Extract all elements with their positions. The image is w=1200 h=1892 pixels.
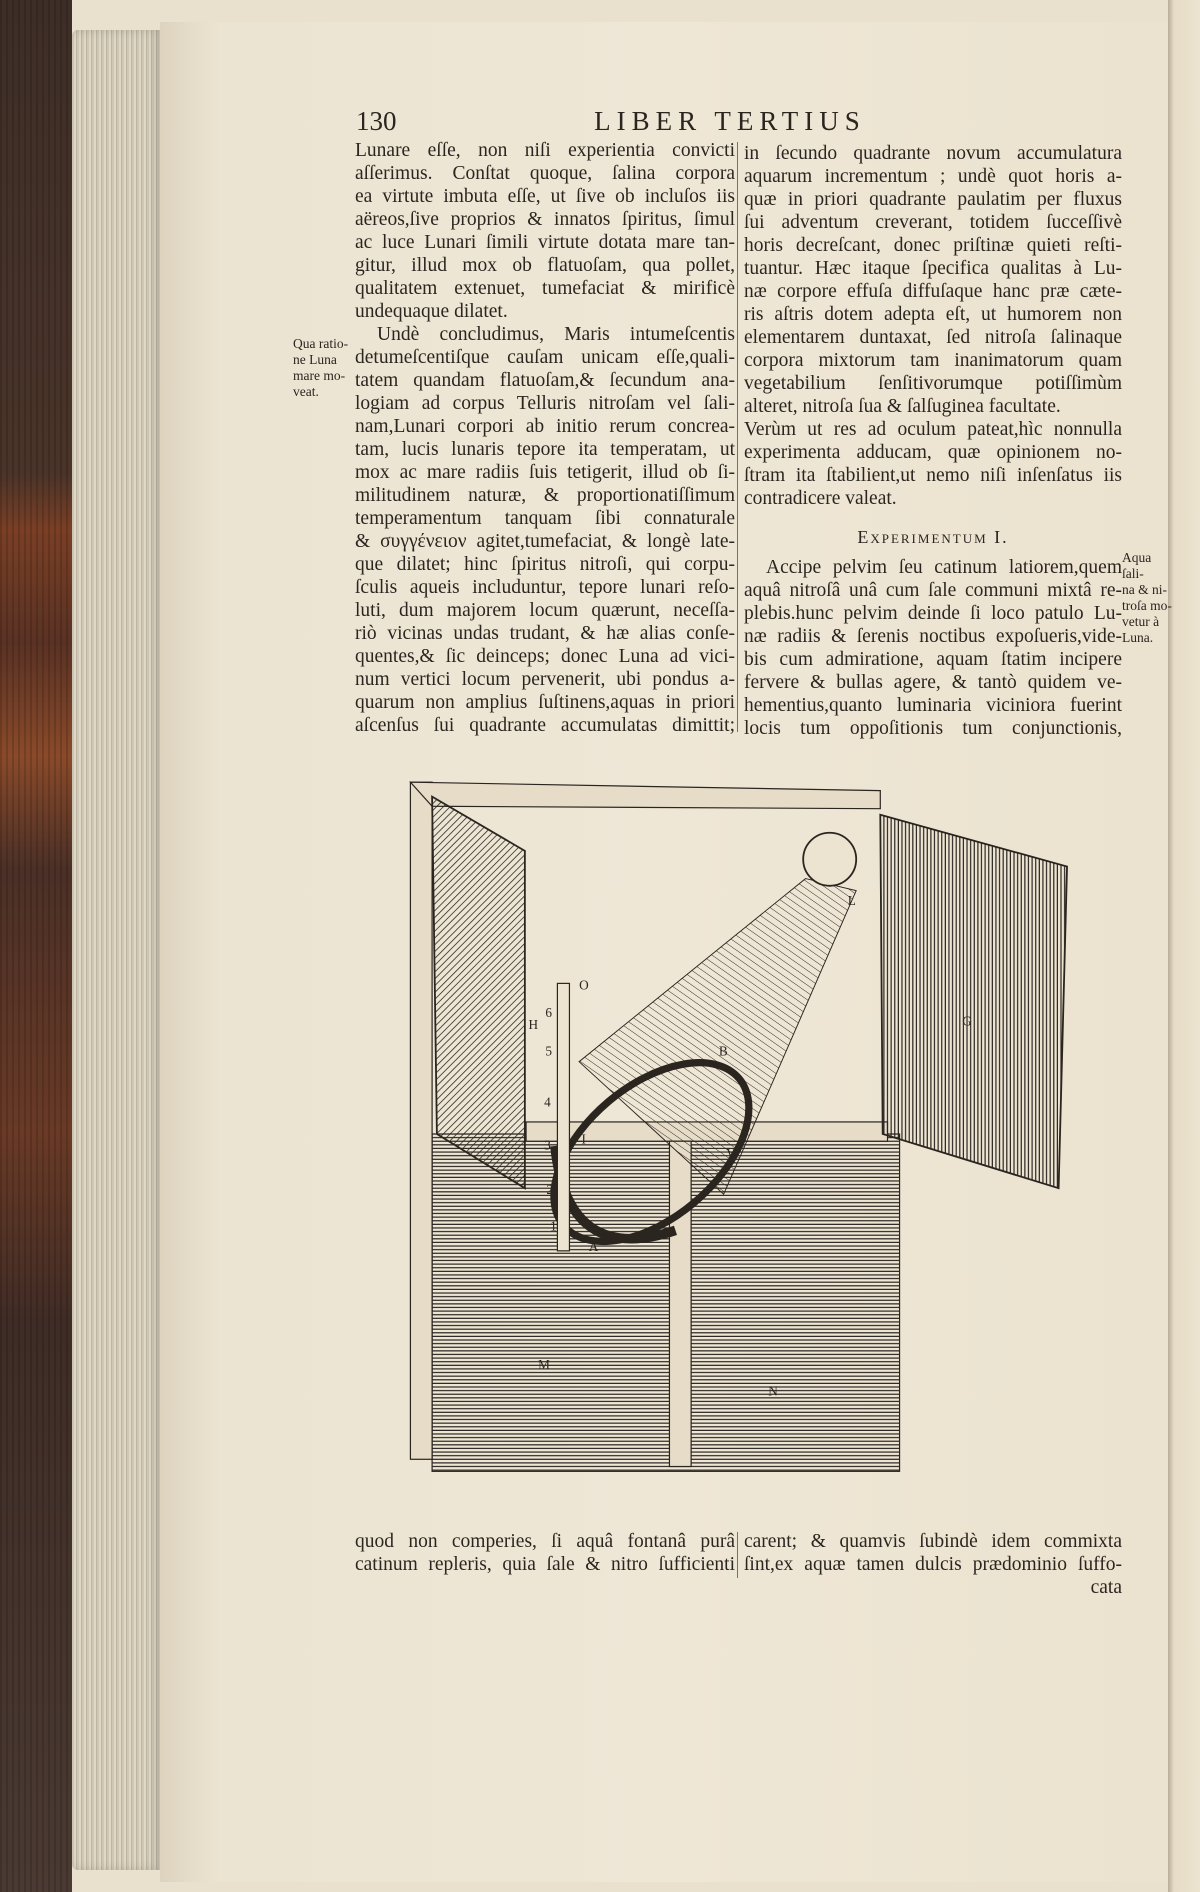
text-line: tatem quandam flatuoſam,& ſecundum ana-: [355, 370, 735, 391]
moon-icon: [803, 833, 856, 886]
text-line: Undè concludimus, Maris intumeſcentis: [377, 324, 735, 345]
text-line: contradicere valeat.: [744, 488, 897, 509]
text-line: aquâ nitroſâ unâ cum ſale communi mixtâ re-: [744, 580, 1122, 601]
text-line: num vertici locum pervenerit, ubi pondus a-: [355, 669, 735, 690]
figure-label: L: [847, 893, 856, 909]
text-line: undequaque dilatet.: [355, 301, 508, 322]
text-line: catinum repleris, quia ſale & nitro ſufficienti: [355, 1554, 735, 1575]
margin-note-line: troſa mo-: [1122, 598, 1172, 613]
column-rule-bottom: [737, 1532, 738, 1578]
text-line: quæ in priori quadrante paulatim per fluxus: [744, 189, 1122, 210]
margin-note-line: ne Luna: [293, 352, 337, 367]
bottom-left-text: [355, 1530, 735, 1576]
figure-label: H: [528, 1017, 539, 1033]
text-line: elementarem duntaxat, ſed nitroſa ſalinaque: [744, 327, 1122, 348]
text-line: experimenta adducam, quæ opinionem no-: [744, 442, 1122, 463]
page-number: 130: [356, 106, 397, 136]
text-line: aëreos,ſive proprios & innatos ſpiritus, ſimul: [355, 209, 735, 230]
experiment-illustration: [408, 778, 972, 1496]
section-heading: Experimentum I.: [857, 527, 1009, 547]
margin-note-right: [1122, 550, 1172, 646]
text-line: quarum non amplius ſuſtinens,aquas in priori: [355, 692, 735, 713]
text-line: bis cum admiratione, aquam ſtatim incipere: [744, 649, 1122, 670]
left-shutter: [432, 797, 525, 1189]
figure-label: 5: [545, 1043, 552, 1059]
margin-note-line: Aqua ſali-: [1122, 550, 1152, 581]
book-binding: [0, 0, 72, 1892]
figure-label: 4: [544, 1094, 551, 1110]
text-line: mox ac mare radiis ſuis tetigerit, illud ob ſi-: [355, 462, 735, 483]
text-line: ac luce Lunari ſimili virtute dotata mare tan-: [355, 232, 735, 253]
text-line: qualitatem extenuet, tumefaciat & mirificè: [355, 278, 735, 299]
text-line: næ corpore effuſa diffuſaque hanc præ cæte-: [744, 281, 1122, 302]
figure-label: A: [588, 1238, 599, 1254]
text-line: næ radiis & ſerenis noctibus expoſueris,vide-: [744, 626, 1122, 647]
margin-note-line: mare mo-: [293, 368, 346, 383]
text-line: carent; & quamvis ſubindè idem commixta: [744, 1531, 1122, 1552]
margin-note-left: [293, 336, 353, 400]
figure-label: V: [726, 1146, 736, 1162]
text-line: ea virtute imbuta eſſe, ut ſive ob incluſos iis: [355, 186, 735, 207]
text-line: temperamentum tanquam ſibi connaturale: [355, 508, 735, 529]
text-line: ſint,ex aquæ tamen dulcis prædominio ſuffo-: [744, 1554, 1122, 1575]
margin-note-line: Qua ratio-: [293, 336, 349, 351]
text-line: locis tum oppoſitionis tum conjunctionis,: [744, 718, 1122, 739]
text-line: ſui adventum creverant, totidem ſucceſſivè: [744, 212, 1122, 233]
text-line: corpora mixtorum tam inanimatorum quam: [744, 350, 1122, 371]
text-line: nam,Lunari corpori ab initio rerum concrea-: [355, 416, 735, 437]
text-line: gitur, illud mox ob flatuoſam, qua pollet,: [355, 255, 735, 276]
text-line: Lunare eſſe, non niſi experientia convicti: [355, 140, 735, 161]
page-edges: [72, 30, 162, 1870]
text-line: quentes,& ſic deinceps; donec Luna ad vici-: [355, 646, 735, 667]
margin-note-line: na & ni-: [1122, 582, 1167, 597]
facing-page-edge: [1168, 0, 1200, 1892]
text-line: aſcenſus ſui quadrante accumulatas dimittit;: [355, 715, 735, 736]
thermometer-tube: [557, 983, 569, 1250]
text-line: Verùm ut res ad oculum pateat,hìc nonnulla: [744, 419, 1122, 440]
text-line: tuantur. Hæc itaque ſpecifica qualitas à Lu-: [744, 258, 1122, 279]
text-line: logiam ad corpus Telluris nitroſam vel ſali-: [355, 393, 735, 414]
figure-label: M: [538, 1356, 550, 1372]
figure-label: N: [768, 1383, 778, 1399]
text-line: plebis.hunc pelvim deinde ſi loco patulo Lu-: [744, 603, 1122, 624]
text-line: vegetabilium ſenſitivorumque potiſſimùm: [744, 373, 1122, 394]
text-line: militudinem naturæ, & proportionatiſſimum: [355, 485, 735, 506]
figure-label: 6: [545, 1005, 552, 1021]
figure-label: I: [581, 1131, 586, 1147]
text-line: ris aſtris dotem adepta eſt, ut humorem non: [744, 304, 1122, 325]
figure-label: B: [718, 1043, 728, 1059]
right-shutter: [880, 815, 1067, 1188]
text-line: Accipe pelvim ſeu catinum latiorem,quem: [766, 557, 1122, 578]
text-line: riò vicinas undas trudant, & hæ alias conſe-: [355, 623, 735, 644]
figure-label: 1: [550, 1218, 557, 1234]
running-title: LIBER TERTIUS: [594, 106, 866, 136]
left-column: [355, 139, 735, 737]
text-line: horis decreſcant, donec priſtinæ quieti reſti-: [744, 235, 1122, 256]
margin-note-line: Luna.: [1122, 630, 1154, 645]
text-line: fervere & bullas agere, & tantò quidem ve-: [744, 672, 1122, 693]
text-line: & συγγένειον agitet,tumefaciat, & longè late-: [355, 531, 735, 552]
figure-label: 3: [544, 1137, 551, 1153]
figure-label: G: [962, 1013, 972, 1029]
text-line: aquarum incrementum ; undè quot horis a-: [744, 166, 1122, 187]
figure-label: O: [579, 977, 589, 993]
text-line: ſtram ita ſtabilient,ut nemo niſi inſenſatus iis: [744, 465, 1122, 486]
bottom-right-text: [744, 1530, 1122, 1599]
margin-note-line: veat.: [293, 384, 319, 399]
text-line: cata: [1090, 1577, 1122, 1598]
text-line: tam, lucis lunaris tepore ita temperatam, ut: [355, 439, 735, 460]
text-line: luti, dum majorem locum quærunt, neceſſa-: [355, 600, 735, 621]
text-line: in ſecundo quadrante novum accumulatura: [744, 143, 1122, 164]
column-rule: [737, 142, 738, 732]
margin-note-line: vetur à: [1122, 614, 1160, 629]
text-line: detumeſcentiſque cauſam unicam eſſe,quali-: [355, 347, 735, 368]
text-line: ſculis aqueis includuntur, tepore lunari reſo-: [355, 577, 735, 598]
figure-label: 2: [546, 1182, 554, 1198]
text-line: que dilatet; hinc ſpiritus nitroſi, qui corpu-: [355, 554, 735, 575]
text-line: alteret, nitroſa ſua & ſalſuginea facultate.: [744, 396, 1061, 417]
text-line: quod non comperies, ſi aquâ fontanâ purâ: [355, 1531, 735, 1552]
text-line: aſſerimus. Conſtat quoque, ſalina corpora: [355, 163, 735, 184]
right-column: [744, 142, 1122, 740]
text-line: hementius,quanto luminaria viciniora fuerint: [744, 695, 1122, 716]
